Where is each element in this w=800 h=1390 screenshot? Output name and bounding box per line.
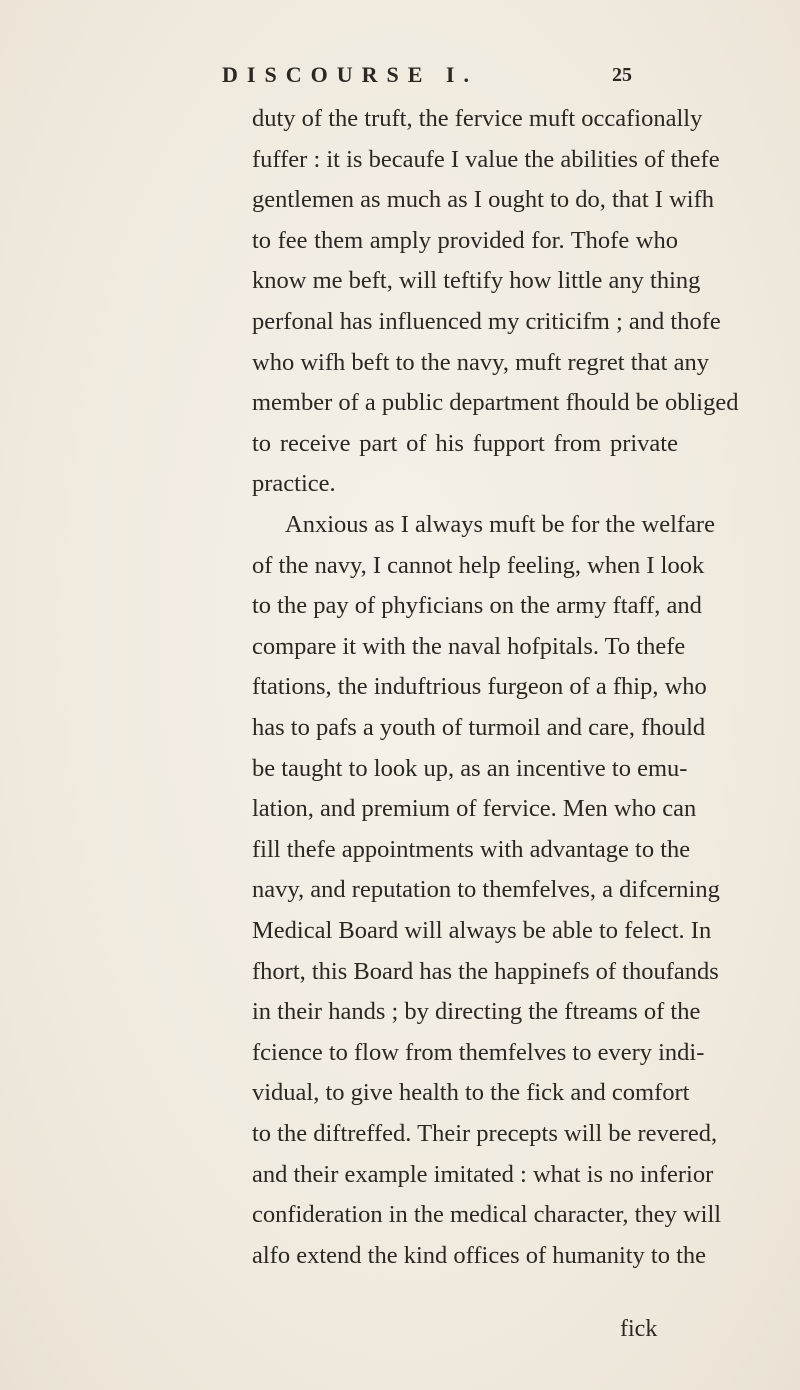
text-line: vidual, to give health to the fick and comfort (252, 1079, 690, 1107)
text-line: know me beft, will teftify how little any thing (252, 267, 701, 295)
text-line: confideration in the medical character, they will (252, 1201, 722, 1229)
text-line: ftations, the induftrious furgeon of a fhip, who (252, 673, 707, 701)
body-text (0, 104, 800, 1334)
text-line: gentlemen as much as I ought to do, that I wifh (252, 186, 714, 214)
text-line: in their hands ; by directing the ftreams of the (252, 998, 701, 1026)
text-line: compare it with the naval hofpitals. To thefe (252, 632, 686, 660)
text-line: fuffer : it is becaufe I value the abilities of thefe (252, 145, 720, 173)
text-line: to fee them amply provided for. Thofe who (252, 226, 678, 254)
text-line: member of a public department fhould be obliged (252, 389, 739, 417)
catchword: fick (620, 1316, 658, 1342)
text-line: lation, and premium of fervice. Men who can (252, 795, 697, 823)
text-line: alfo extend the kind offices of humanity to the (252, 1241, 707, 1269)
page-number: 25 (612, 64, 632, 86)
text-line: of the navy, I cannot help feeling, when I look (252, 551, 705, 579)
text-line: to the diftreffed. Their precepts will be revered, (252, 1120, 718, 1147)
text-line: Medical Board will always be able to felect. In (252, 917, 712, 944)
text-line: who wifh beft to the navy, muft regret that any (252, 348, 709, 376)
running-head: DISCOURSE I. (222, 62, 478, 87)
text-line: fhort, this Board has the happinefs of thoufands (252, 957, 719, 985)
text-line: to receive part of his fupport from private (252, 429, 678, 457)
text-line: be taught to look up, as an incentive to emu- (252, 754, 688, 782)
text-line: fcience to flow from themfelves to every indi- (252, 1038, 705, 1066)
text-line: fill thefe appointments with advantage to the (252, 835, 691, 863)
text-line: has to pafs a youth of turmoil and care, fhould (252, 714, 706, 741)
text-line: practice. (252, 470, 336, 498)
text-line: and their example imitated : what is no inferior (252, 1160, 714, 1188)
text-line: perfonal has influenced my criticifm ; and thofe (252, 308, 721, 335)
text-line: duty of the truft, the fervice muft occafionally (252, 105, 703, 132)
text-line: navy, and reputation to themfelves, a difcerning (252, 876, 720, 904)
text-line: Anxious as I always muft be for the welfare (285, 511, 715, 538)
text-line: to the pay of phyficians on the army ftaff, and (252, 592, 702, 620)
